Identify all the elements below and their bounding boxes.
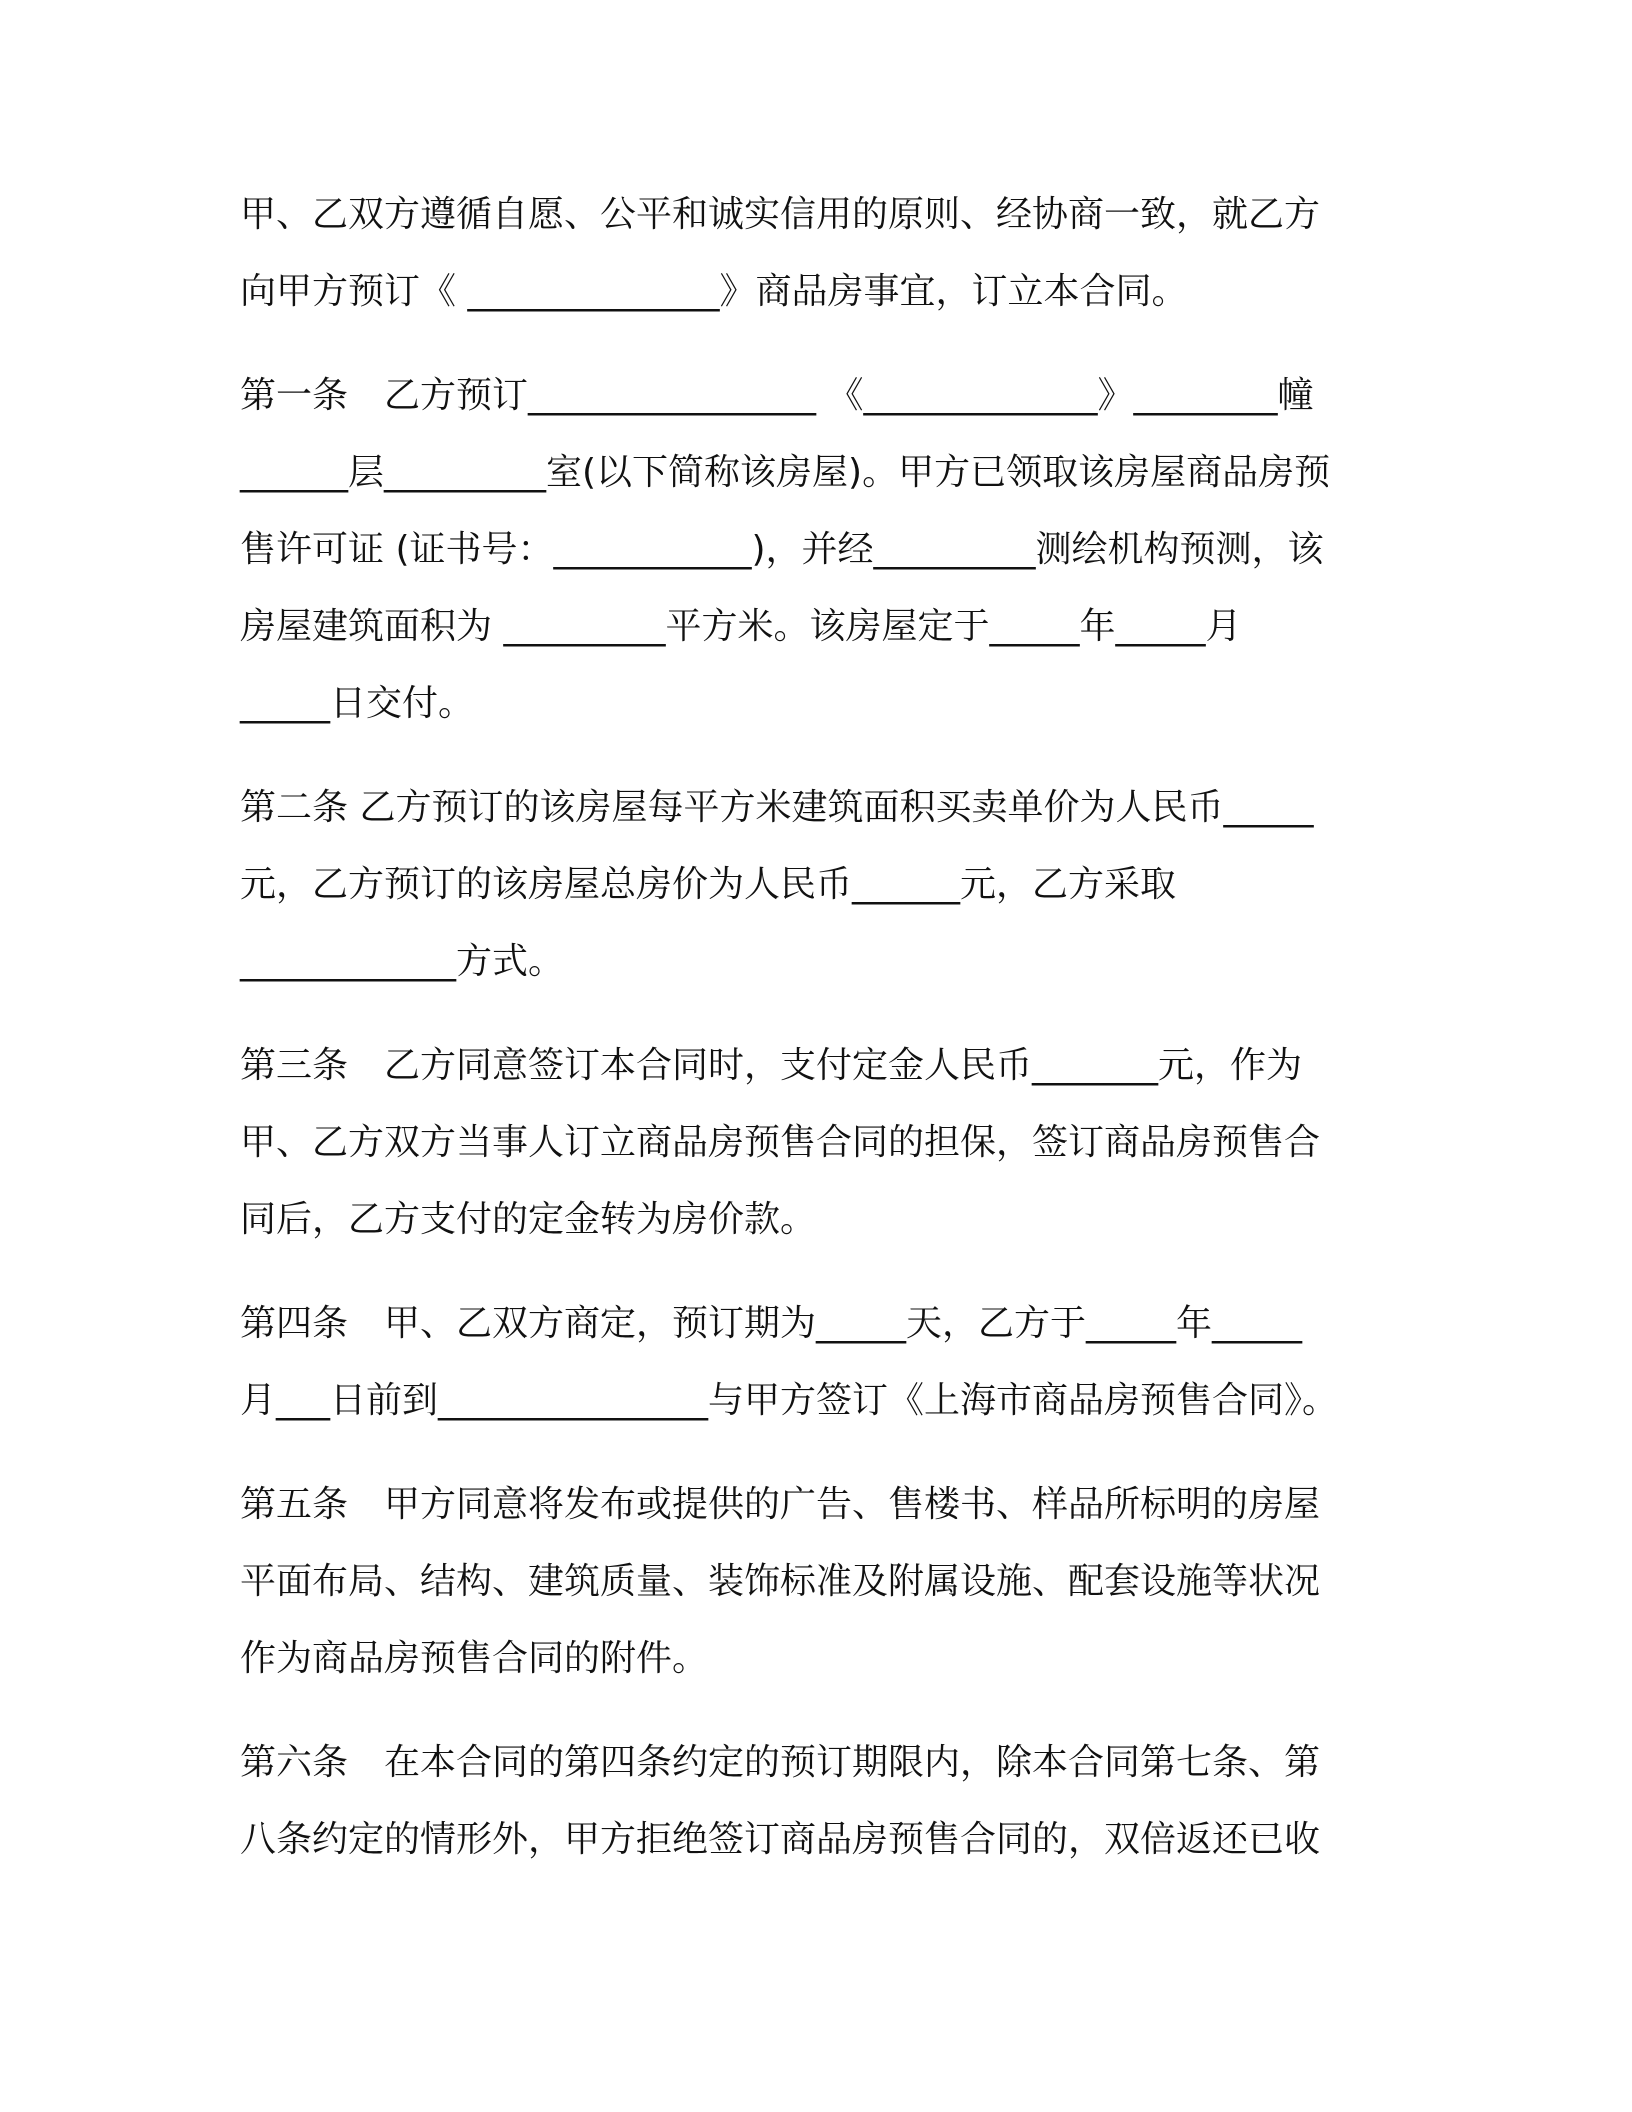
article-6-line-2: 八条约定的情形外，甲方拒绝签订商品房预售合同的，双倍返还已收 [240, 1819, 1321, 1860]
article-5-line-1: 第五条 甲方同意将发布或提供的广告、售楼书、样品所标明的房屋 [240, 1484, 1321, 1525]
intro-line-2: 向甲方预订《 ______________》商品房事宜，订立本合同。 [240, 271, 1188, 312]
article-3-line-3: 同后，乙方支付的定金转为房价款。 [240, 1199, 817, 1240]
article-2-line-1: 第二条 乙方预订的该房屋每平方米建筑面积买卖单价为人民币_____ [240, 787, 1314, 828]
article-2-line-2: 元，乙方预订的该房屋总房价为人民币______元，乙方采取 [240, 864, 1177, 905]
article-1-line-2: ______层_________室(以下简称该房屋)。甲方已领取该房屋商品房预 [240, 452, 1331, 493]
article-6-line-1: 第六条 在本合同的第四条约定的预订期限内，除本合同第七条、第 [240, 1742, 1321, 1783]
intro-line-1: 甲、乙双方遵循自愿、公平和诚实信用的原则、经协商一致，就乙方 [240, 194, 1321, 235]
article-5-line-2: 平面布局、结构、建筑质量、装饰标准及附属设施、配套设施等状况 [240, 1561, 1321, 1602]
article-2-line-3: ____________方式。 [240, 941, 565, 982]
article-1-line-3: 售许可证 (证书号：___________)，并经_________测绘机构预测，该 [240, 529, 1324, 570]
article-4-line-2: 月___日前到_______________与甲方签订《上海市商品房预售合同》。 [240, 1380, 1339, 1421]
article-5-line-3: 作为商品房预售合同的附件。 [240, 1638, 709, 1679]
article-1-line-4: 房屋建筑面积为 _________平方米。该房屋定于_____年_____月 [240, 606, 1242, 647]
article-3-line-2: 甲、乙方双方当事人订立商品房预售合同的担保，签订商品房预售合 [240, 1122, 1321, 1163]
article-3-line-1: 第三条 乙方同意签订本合同时，支付定金人民币_______元，作为 [240, 1045, 1303, 1086]
article-1-line-5: _____日交付。 [240, 683, 475, 724]
article-1-line-1: 第一条 乙方预订________________ 《_____________》________幢 [240, 375, 1314, 416]
article-4-line-1: 第四条 甲、乙双方商定，预订期为_____天，乙方于_____年_____ [240, 1303, 1303, 1344]
